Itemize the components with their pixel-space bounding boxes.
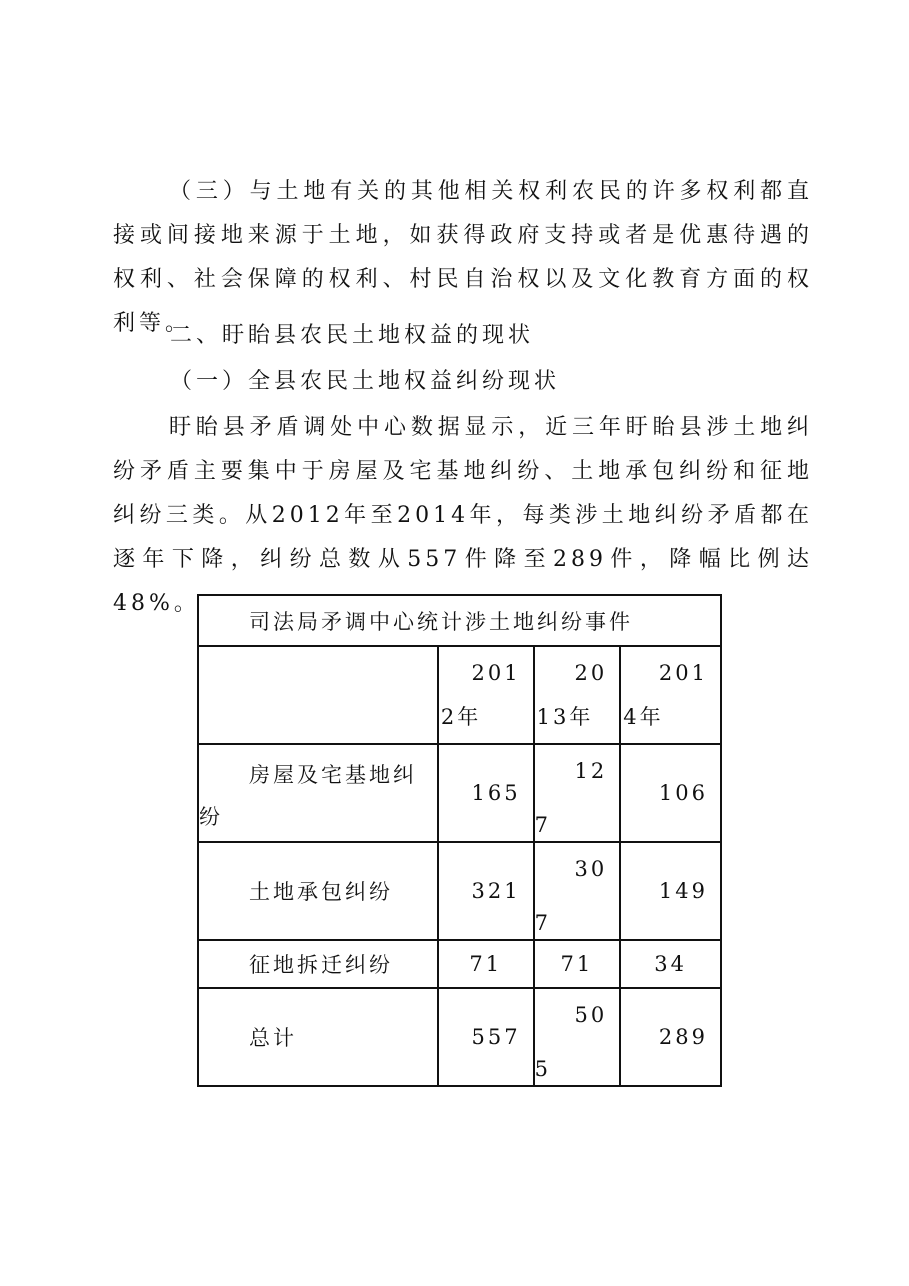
paragraph-dispute-data: 盱眙县矛盾调处中心数据显示，近三年盱眙县涉土地纠纷矛盾主要集中于房屋及宅基地纠纷、土地承包纠纷和征地纠纷三类。从2012年至2014年，每类涉土地纠纷矛盾都在逐年下降，纠纷总数从557件降至289件，降幅比例达48%。 [113, 415, 813, 616]
paragraph-other-rights: （三）与土地有关的其他相关权利农民的许多权利都直接或间接地来源于土地，如获得政府支持或者是优惠待遇的权利、社会保障的权利、村民自治权以及文化教育方面的权利等。 [113, 179, 813, 336]
table-header-2012 [438, 646, 534, 744]
cell-total-2012: 557 [438, 988, 534, 1086]
cell-contract-2014: 149 [620, 842, 721, 940]
year-2013-top: 20 [574, 661, 608, 685]
cell-contract-2013-top: 30 [574, 857, 608, 881]
year-2014-bottom: 4年 [623, 705, 664, 729]
table-caption: 司法局矛调中心统计涉土地纠纷事件 [198, 595, 721, 646]
table-row-expropriation [198, 940, 721, 988]
row-label-contract: 土地承包纠纷 [198, 842, 438, 940]
year-2014-top: 201 [658, 661, 708, 685]
row-label-housing-line2: 纷 [199, 805, 223, 829]
cell-total-2013-top: 50 [574, 1003, 608, 1027]
dispute-statistics-table [197, 594, 722, 1087]
row-label-expropriation: 征地拆迁纠纷 [198, 940, 438, 988]
row-label-housing-line1: 房屋及宅基地纠 [249, 763, 417, 787]
cell-housing-2013 [534, 744, 621, 842]
row-label-total: 总计 [198, 988, 438, 1086]
cell-total-2013 [534, 988, 621, 1086]
table-header-empty [198, 646, 438, 744]
cell-total-2013-bottom: 5 [534, 1057, 551, 1081]
row-label-housing [198, 744, 438, 842]
section-heading-status: 二、盱眙县农民土地权益的现状 [170, 323, 535, 348]
year-2013-bottom: 13年 [536, 705, 594, 729]
table-row-housing [198, 744, 721, 842]
cell-contract-2012: 321 [438, 842, 534, 940]
cell-housing-2014: 106 [620, 744, 721, 842]
cell-expropriation-2013: 71 [534, 940, 621, 988]
table-header-row [198, 646, 721, 744]
table-header-2014 [620, 646, 721, 744]
cell-contract-2013-bottom: 7 [534, 911, 551, 935]
cell-housing-2013-bottom: 7 [534, 813, 551, 837]
cell-contract-2013 [534, 842, 621, 940]
cell-expropriation-2014: 34 [620, 940, 721, 988]
year-2012-top: 201 [471, 661, 521, 685]
subsection-heading-disputes: （一）全县农民土地权益纠纷现状 [170, 369, 561, 394]
table-row-contract [198, 842, 721, 940]
cell-total-2014: 289 [620, 988, 721, 1086]
table-header-2013 [534, 646, 621, 744]
year-2012-bottom: 2年 [440, 705, 482, 729]
cell-housing-2012: 165 [438, 744, 534, 842]
table-row-total [198, 988, 721, 1086]
cell-housing-2013-top: 12 [574, 759, 608, 783]
cell-expropriation-2012: 71 [438, 940, 534, 988]
table-caption-row [198, 595, 721, 646]
